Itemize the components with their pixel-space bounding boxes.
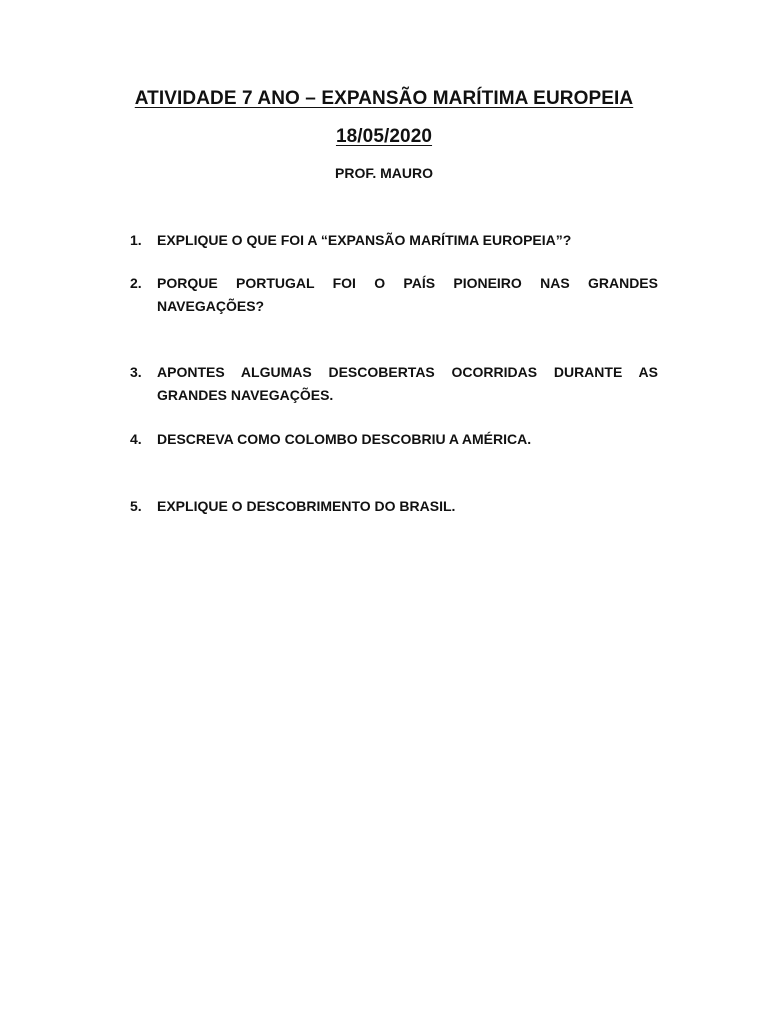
question-item (130, 428, 658, 451)
question-number: 3. (130, 364, 142, 380)
question-text: EXPLIQUE O QUE FOI A “EXPANSÃO MARÍTIMA EUROPEIA”? (157, 232, 572, 248)
question-text: APONTES ALGUMAS DESCOBERTAS OCORRIDAS DURANTE AS GRANDES NAVEGAÇÕES. (157, 364, 658, 403)
question-item (130, 272, 658, 318)
question-text: PORQUE PORTUGAL FOI O PAÍS PIONEIRO NAS GRANDES NAVEGAÇÕES? (157, 275, 658, 314)
question-number: 5. (130, 498, 142, 514)
document-author: PROF. MAURO (335, 165, 433, 181)
question-number: 2. (130, 275, 142, 291)
document-title: ATIVIDADE 7 ANO – EXPANSÃO MARÍTIMA EUROPEIA (134, 88, 634, 109)
question-item (130, 361, 658, 407)
question-item (130, 495, 658, 518)
question-item (130, 229, 658, 252)
question-number: 4. (130, 431, 142, 447)
question-text: EXPLIQUE O DESCOBRIMENTO DO BRASIL. (157, 498, 456, 514)
question-number: 1. (130, 232, 142, 248)
question-text: DESCREVA COMO COLOMBO DESCOBRIU A AMÉRICA. (157, 431, 532, 447)
document-date: 18/05/2020 (335, 126, 433, 147)
